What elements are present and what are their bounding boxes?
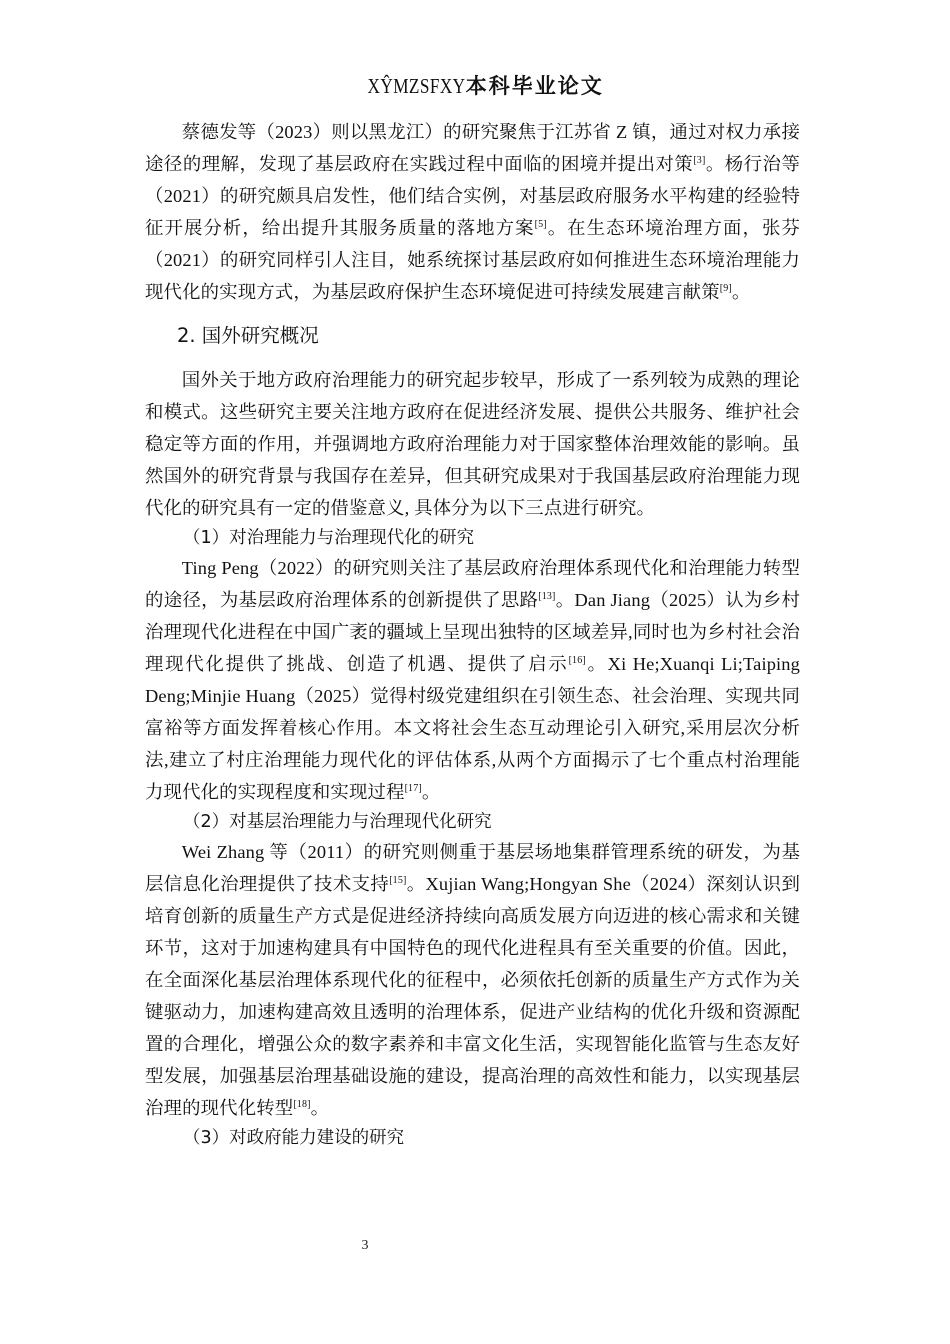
header-school-code: XŶMZSFXY bbox=[367, 74, 466, 98]
paragraph-text: Wei Zhang 等（2011）的研究则侧重于基层场地集群管理系统的研发，为基层信息化治理提供了技术支持 bbox=[145, 842, 800, 894]
section-heading-foreign-research: 2. 国外研究概况 bbox=[177, 324, 319, 347]
subheading-government-capacity-building: （3）对政府能力建设的研究 bbox=[183, 1128, 405, 1148]
citation-ref: [16] bbox=[568, 655, 586, 666]
citation-ref: [13] bbox=[538, 591, 556, 602]
citation-ref: [5] bbox=[534, 219, 547, 230]
citation-ref: [17] bbox=[404, 783, 422, 794]
paragraph-text: 。杨行治等（2021）的研究颇具启发性，他们结合实例，对基层政府服务水平构建的经验特征开展分析，给出提升其服务质量的落地方案 bbox=[145, 154, 800, 238]
subheading-governance-capacity: （1）对治理能力与治理现代化的研究 bbox=[183, 528, 475, 548]
citation-ref: [9] bbox=[719, 283, 732, 294]
paragraph-governance-capacity bbox=[145, 552, 800, 808]
header-thesis-label: 本科毕业论文 bbox=[465, 74, 604, 98]
paragraph-text: 。Dan Jiang（2025）认为乡村治理现代化进程在中国广袤的疆域上呈现出独特的区域差异,同时也为乡村社会治理现代化提供了挑战、创造了机遇、提供了启示 bbox=[145, 590, 800, 674]
paragraph-foreign-overview: 国外关于地方政府治理能力的研究起步较早，形成了一系列较为成熟的理论和模式。这些研究主要关注地方政府在促进经济发展、提供公共服务、维护社会稳定等方面的作用，并强调地方政府治理能力对于国家整体治理效能的影响。虽然国外的研究背景与我国存在差异，但其研究成果对于我国基层政府治理能力现代化的研究具有一定的借鉴意义, 具体分为以下三点进行研究。 bbox=[145, 370, 800, 518]
paragraph-grassroots-governance bbox=[145, 836, 800, 1124]
paragraph-text: 。 bbox=[731, 282, 751, 302]
paragraph-text: 。 bbox=[421, 782, 441, 802]
page-number: 3 bbox=[361, 1238, 369, 1253]
citation-ref: [15] bbox=[389, 875, 407, 886]
paragraph-text: 。 bbox=[310, 1098, 330, 1118]
paragraph-text: Ting Peng（2022）的研究则关注了基层政府治理体系现代化和治理能力转型的途径，为基层政府治理体系的创新提供了思路 bbox=[145, 558, 800, 610]
paragraph-text: 蔡德发等（2023）则以黑龙江）的研究聚焦于江苏省 Z 镇，通过对权力承接途径的理解，发现了基层政府在实践过程中面临的困境并提出对策 bbox=[145, 122, 800, 174]
citation-ref: [18] bbox=[293, 1099, 311, 1110]
paragraph-domestic-research bbox=[145, 116, 800, 308]
paragraph-text: 。Xujian Wang;Hongyan She（2024）深刻认识到培育创新的质量生产方式是促进经济持续向高质发展方向迈进的核心需求和关键环节，这对于加速构建具有中国特色的现代化进程具有至关重要的价值。因此，在全面深化基层治理体系现代化的征程中，必须依托创新的质量生产方式作为关键驱动力，加速构建高效且透明的治理体系，促进产业结构的优化升级和资源配置的合理化，增强公众的数字素养和丰富文化生活，实现智能化监管与生态友好型发展，加强基层治理基础设施的建设，提高治理的高效性和能力，以实现基层治理的现代化转型 bbox=[145, 874, 800, 1118]
paragraph-text: 。Xi He;Xuanqi Li;Taiping Deng;Minjie Huang（2025）觉得村级党建组织在引领生态、社会治理、实现共同富裕等方面发挥着核心作用。本文将社会生态互动理论引入研究,采用层次分析法,建立了村庄治理能力现代化的评估体系,从两个方面揭示了七个重点村治理能力现代化的实现程度和实现过程 bbox=[145, 654, 800, 802]
subheading-grassroots-governance: （2）对基层治理能力与治理现代化研究 bbox=[183, 812, 492, 832]
citation-ref: [3] bbox=[693, 155, 706, 166]
page-header bbox=[0, 70, 950, 102]
paragraph-text: 。在生态环境治理方面，张芬（2021）的研究同样引人注目，她系统探讨基层政府如何推进生态环境治理能力现代化的实现方式，为基层政府保护生态环境促进可持续发展建言献策 bbox=[145, 218, 800, 302]
document-body bbox=[145, 116, 800, 1152]
